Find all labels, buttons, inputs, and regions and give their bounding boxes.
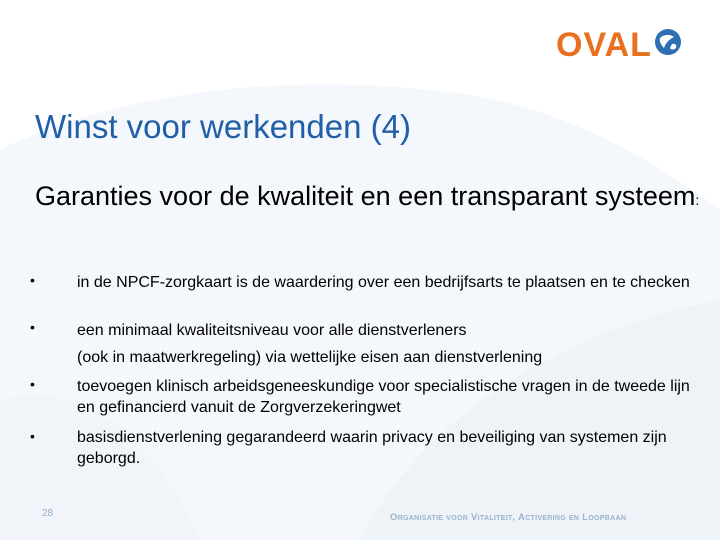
- bullet-dot-4: •: [30, 428, 35, 444]
- bullet-text-1: in de NPCF-zorgkaart is de waardering over een bedrijfsarts te plaatsen en te checken: [77, 274, 690, 291]
- slide-subtitle: [35, 182, 705, 214]
- subtitle-text: Garanties voor de kwaliteit en een transparant systeem: [35, 181, 696, 211]
- bullet-text-2: een minimaal kwaliteitsniveau voor alle dienstverleners: [77, 322, 467, 339]
- subtitle-colon: :: [695, 192, 700, 208]
- slide-title: Winst voor werkenden (4): [35, 108, 411, 145]
- oval-logo: [556, 22, 686, 70]
- bullet-dot-3: •: [30, 376, 35, 392]
- bullet-text-4: basisdienstverlening gegarandeerd waarin privacy en beveiliging van systemen zijn geborgd.: [77, 429, 667, 467]
- logo-text: OVAL: [556, 26, 652, 64]
- bullet-text-3: toevoegen klinisch arbeidsgeneeskundige voor specialistische vragen in de tweede lijn en gefinancierd vanuit de Zorgverzekeringwet: [77, 378, 690, 416]
- bullet-text-2-continuation: (ook in maatwerkregeling) via wettelijke eisen aan dienstverlening: [77, 349, 543, 366]
- ball-icon: [654, 28, 682, 56]
- bullet-dot-1: •: [30, 272, 35, 288]
- footer-tagline: Organisatie voor Vitaliteit, Activering en Loopbaan: [390, 512, 627, 523]
- page-number: 28: [42, 508, 54, 519]
- bullet-dot-2: •: [30, 319, 35, 335]
